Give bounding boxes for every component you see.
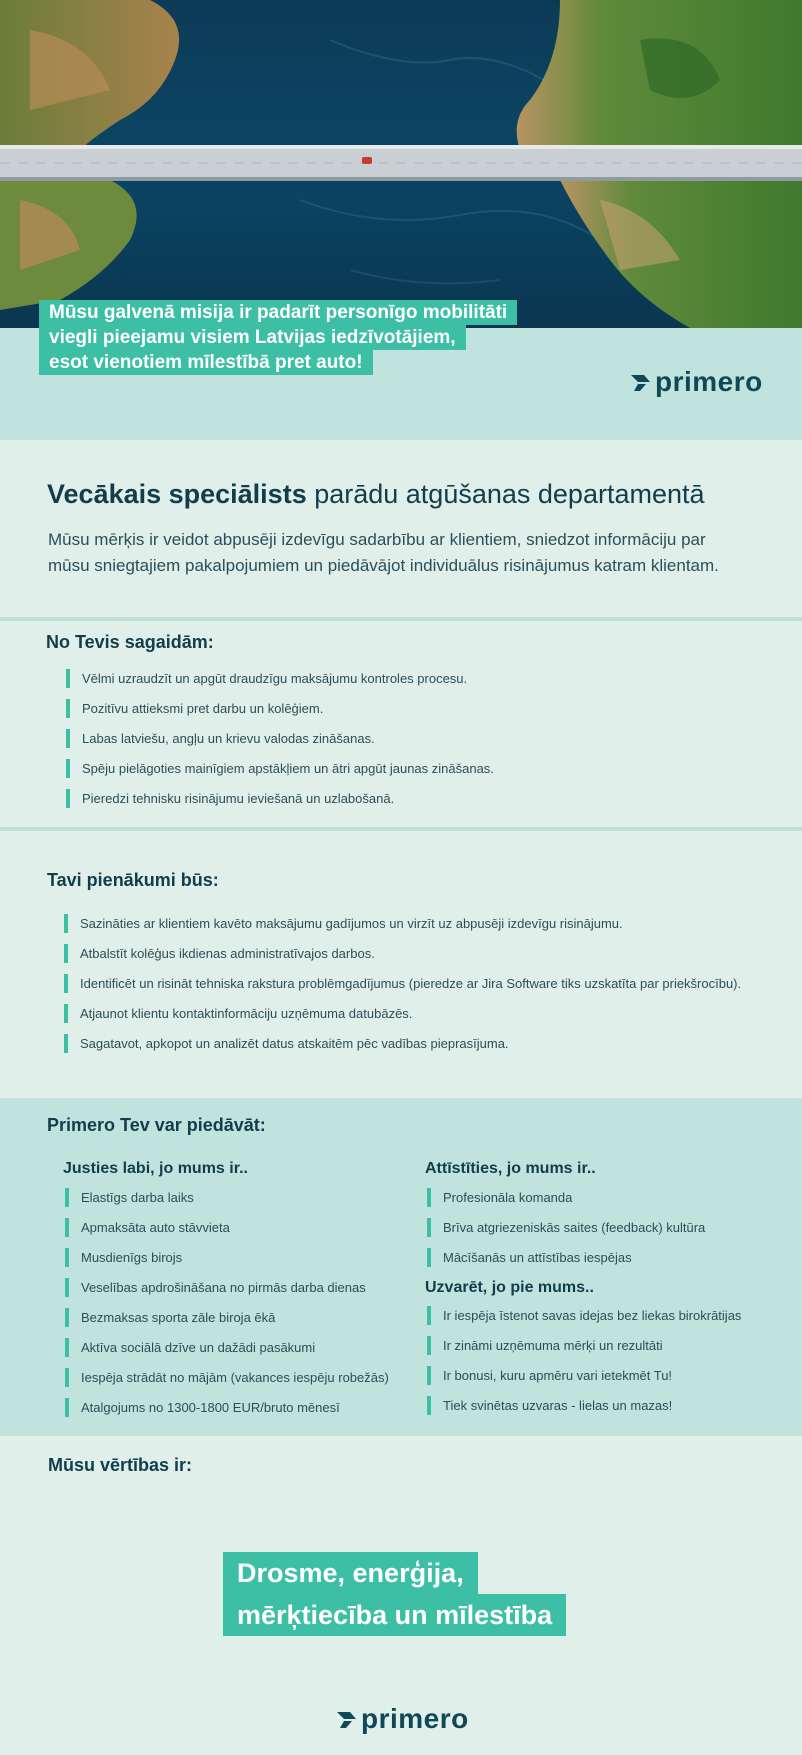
hero-image — [0, 0, 802, 328]
values-line: Drosme, enerģija, — [223, 1552, 478, 1594]
primero-chevron-logo-icon — [336, 1708, 358, 1730]
list-item: Sagatavot, apkopot un analizēt datus atskaitēm pēc vadības pieprasījuma. — [64, 1035, 741, 1065]
list-item: Atalgojums no 1300-1800 EUR/bruto mēnesī — [65, 1399, 389, 1429]
list-item: Profesionāla komanda — [427, 1189, 705, 1219]
list-item: Bezmaksas sporta zāle biroja ēkā — [65, 1309, 389, 1339]
offer-heading: Primero Tev var piedāvāt: — [47, 1115, 266, 1135]
win-list — [427, 1307, 741, 1427]
mission-line: Mūsu galvenā misija ir padarīt personīgo mobilitāti — [39, 300, 517, 325]
win-heading: Uzvarēt, jo pie mums.. — [425, 1279, 594, 1296]
list-item: Tiek svinētas uzvaras - lielas un mazas! — [427, 1397, 741, 1427]
list-item: Ir zināmi uzņēmuma mērķi un rezultāti — [427, 1337, 741, 1367]
list-item: Aktīva sociālā dzīve un dažādi pasākumi — [65, 1339, 389, 1369]
list-item: Elastīgs darba laiks — [65, 1189, 389, 1219]
brand-name: primero — [655, 366, 763, 397]
develop-heading: Attīstīties, jo mums ir.. — [425, 1160, 596, 1177]
section-divider — [0, 827, 802, 831]
list-item: Spēju pielāgoties mainīgiem apstākļiem un ātri apgūt jaunas zināšanas. — [66, 760, 494, 790]
develop-list — [427, 1189, 705, 1279]
list-item: Apmaksāta auto stāvvieta — [65, 1219, 389, 1249]
list-item: Brīva atgriezeniskās saites (feedback) kultūra — [427, 1219, 705, 1249]
requirements-list — [66, 670, 494, 820]
job-intro: Mūsu mērķis ir veidot abpusēji izdevīgu sadarbību ar klientiem, sniedzot informāciju par mūsu sniegtajiem pakalpojumiem un piedāvājot individuālus risinājumus katram klientam. — [48, 530, 719, 575]
list-item: Mācīšanās un attīstības iespējas — [427, 1249, 705, 1279]
page-title — [47, 479, 705, 510]
duties-list — [64, 915, 741, 1065]
requirements-heading: No Tevis sagaidām: — [46, 632, 214, 652]
list-item: Atbalstīt kolēģus ikdienas administratīvajos darbos. — [64, 945, 741, 975]
list-item: Sazināties ar klientiem kavēto maksājumu gadījumos un virzīt uz abpusēji izdevīgu risinājumu. — [64, 915, 741, 945]
brand-name: primero — [361, 1703, 469, 1734]
job-title-rest: parādu atgūšanas departamentā — [306, 479, 705, 509]
list-item: Identificēt un risināt tehniska rakstura problēmgadījumus (pieredze ar Jira Software tiks uzskatīta par priekšrocību). — [64, 975, 741, 1005]
feel-good-heading: Justies labi, jo mums ir.. — [63, 1160, 248, 1177]
mission-line: viegli pieejamu visiem Latvijas iedzīvotājiem, — [39, 325, 466, 350]
mission-line: esot vienotiem mīlestībā pret auto! — [39, 350, 373, 375]
list-item: Pozitīvu attieksmi pret darbu un kolēģiem. — [66, 700, 494, 730]
values-line: mērķtiecība un mīlestība — [223, 1594, 566, 1636]
list-item: Vēlmi uzraudzīt un apgūt draudzīgu maksājumu kontroles procesu. — [66, 670, 494, 700]
job-title-bold: Vecākais speciālists — [47, 479, 307, 509]
section-divider — [0, 617, 802, 621]
aerial-bridge-illustration — [0, 0, 802, 328]
brand-logo — [630, 366, 763, 398]
list-item: Veselības apdrošināšana no pirmās darba dienas — [65, 1279, 389, 1309]
primero-chevron-logo-icon — [630, 371, 652, 393]
brand-logo-footer — [336, 1703, 469, 1735]
list-item: Pieredzi tehnisku risinājumu ieviešanā un uzlabošanā. — [66, 790, 494, 820]
list-item: Iespēja strādāt no mājām (vakances iespēju robežās) — [65, 1369, 389, 1399]
list-item: Ir iespēja īstenot savas idejas bez liekas birokrātijas — [427, 1307, 741, 1337]
values-heading: Mūsu vērtības ir: — [48, 1455, 193, 1475]
list-item: Labas latviešu, angļu un krievu valodas zināšanas. — [66, 730, 494, 760]
duties-heading: Tavi pienākumi būs: — [47, 870, 219, 890]
list-item: Musdienīgs birojs — [65, 1249, 389, 1279]
list-item: Ir bonusi, kuru apmēru vari ietekmēt Tu! — [427, 1367, 741, 1397]
list-item: Atjaunot klientu kontaktinformāciju uzņēmuma datubāzēs. — [64, 1005, 741, 1035]
feel-good-list — [65, 1189, 389, 1429]
